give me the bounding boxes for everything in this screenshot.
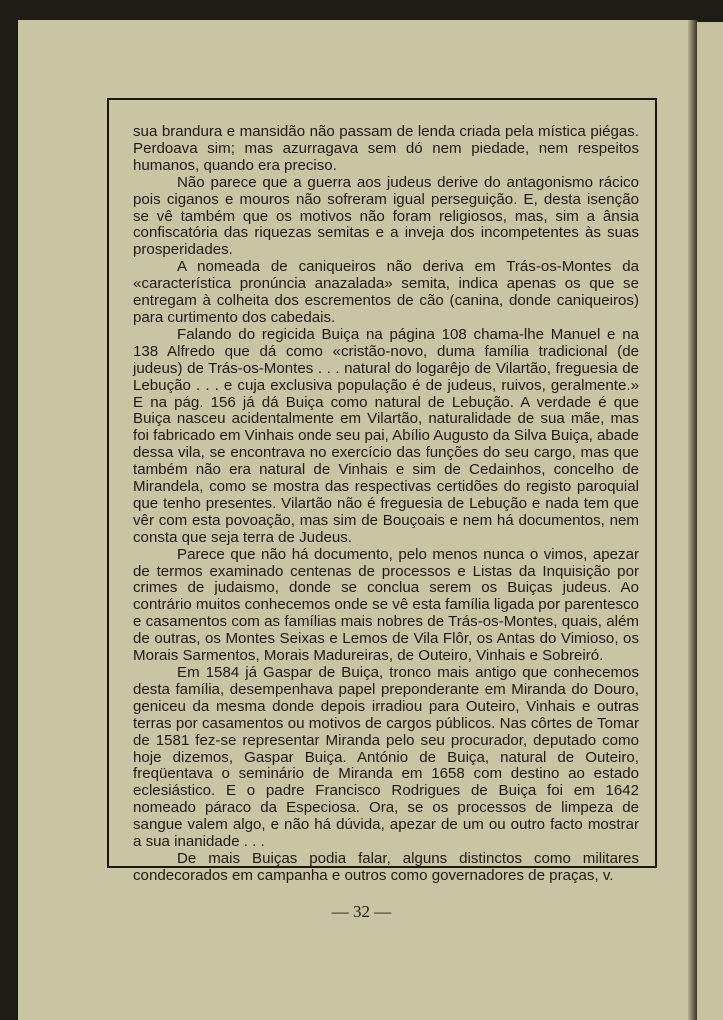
body-text: [133, 124, 639, 885]
paragraph-7: De mais Buiças podia falar, alguns distinctos como militares condecorados em campanha e outros como governadores de praças, v.: [133, 849, 639, 884]
paragraph-6: Em 1584 já Gaspar de Buiça, tronco mais antigo que conhecemos desta família, desempenhava papel preponderante em Miranda do Douro, geniceu da mesma donde depois irradiou para Outeiro, Vinhais e outras terras por casamentos ou motivos de cargos públicos. Nas côrtes de Tomar de 1581 fez-se representar Miranda pelo seu procurador, deputado como hoje dizemos, Gaspar Buiça. António de Buiça, natural de Outeiro, freqüentava o seminário de Miranda em 1658 com destino ao estado eclesiástico. E o padre Francisco Rodrigues de Buiça foi em 1642 nomeado páraco da Especiosa. Ora, se os processos de limpeza de sangue valem algo, e não há dúvida, apezar de um ou outro facto mostrar a sua inanidade . . .: [133, 664, 639, 851]
page-number: — 32 —: [331, 902, 392, 921]
paragraph-1: sua brandura e mansidão não passam de lenda criada pela mística piégas. Perdoava sim; mas azurragava sem dó nem piedade, nem respeitos humanos, quando era preciso.: [133, 123, 639, 174]
paragraph-2: Não parece que a guerra aos judeus derive do antagonismo rácico pois ciganos e mouros não sofreram igual perseguição. E, desta isenção se vê também que os motivos não foram religiosos, mas, sim a ânsia confiscatória das riquezas semitas e a inveja dos incompetentes às suas prosperidades.: [133, 173, 639, 259]
paragraph-3: A nomeada de caniqueiros não deriva em Trás-os-Montes da «característica pronúncia anazalada» semita, indica apenas os que se entregam à colheita dos escrementos de cão (canina, donde caniqueiros) para curtimento dos cabedais.: [133, 258, 639, 326]
paragraph-4: Falando do regicida Buiça na página 108 chama-lhe Manuel e na 138 Alfredo que dá como «cristão-novo, duma família tradicional (de judeus) de Trás-os-Montes . . . natural do logarêjo de Vilartão, freguesia de Lebução . . . e cuja exclusiva população é de judeus, ruivos, geralmente.» E na pág. 156 já dá Buiça como natural de Lebução. A verdade é que Buiça nasceu acidentalmente em Vilartão, naturalidade de sua mãe, mas foi fabricado em Vinhais onde seu pai, Abílio Augusto da Silva Buiça, abade dessa vila, se encontrava no exercício das funções do seu cargo, mas que também não era natural de Vinhais e sim de Cedainhos, concelho de Mirandela, como se mostra das respectivas certidões do registo paroquial que tenho presentes. Vilartão não é freguesia de Lebução e nada tem que vêr com esta povoação, mas sim de Bouçoais e nem há documentos, nem consta que seja terra de Judeus.: [133, 325, 639, 546]
facing-page-edge: [697, 22, 723, 1020]
paragraph-5: Parece que não há documento, pelo menos nunca o vimos, apezar de termos examinado centenas de processos e Listas da Inquisição por crimes de judaismo, donde se conclua serem os Buiças judeus. Ao contrário muitos conhecemos onde se vê esta família ligada por parentesco e casamentos com as famílias mais nobres de Trás-os-Montes, quais, além de outras, os Montes Seixas e Lemos de Vila Flôr, os Antas do Vimioso, os Morais Sarmentos, Morais Madureiras, de Outeiro, Vinhais e Sobreiró.: [133, 545, 639, 665]
